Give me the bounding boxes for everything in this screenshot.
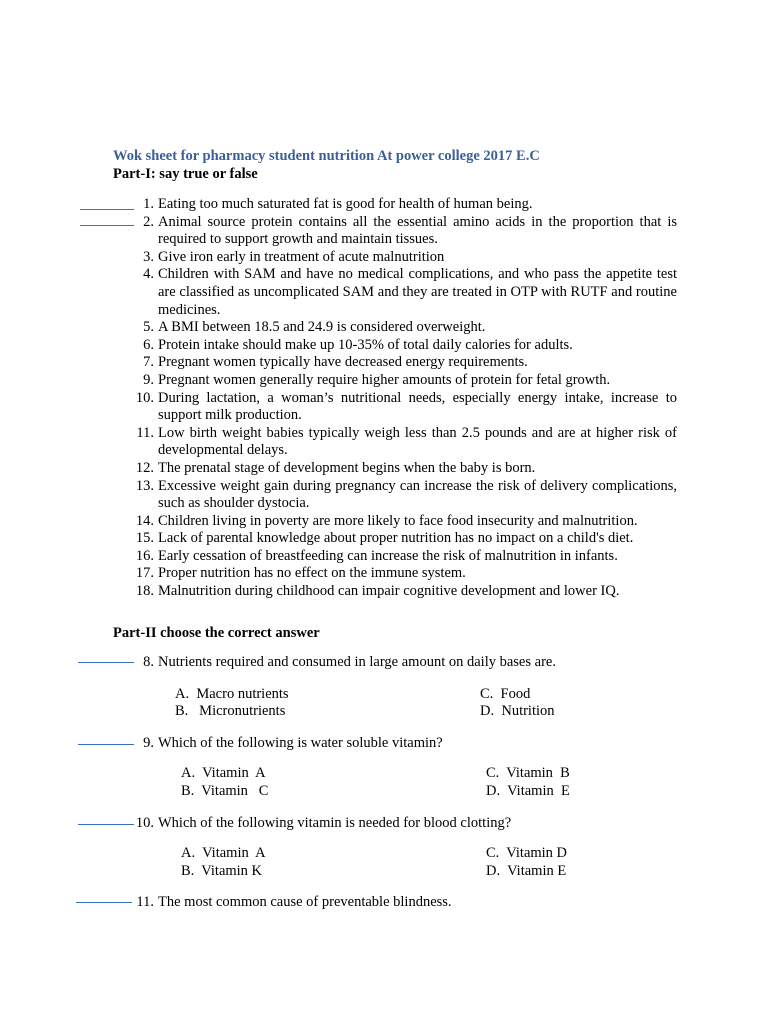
- tf-item: 9. Pregnant women generally require higher amounts of protein for fetal growth.: [143, 371, 611, 388]
- mcq-question-10: 10. Which of the following vitamin is needed for blood clotting?: [135, 815, 512, 831]
- tf-item-text: The prenatal stage of development begins when the baby is born.: [158, 459, 536, 476]
- option-a: A. Vitamin A: [181, 845, 266, 861]
- tf-item: 12. The prenatal stage of development begins when the baby is born.: [135, 459, 536, 476]
- option-a: A. Vitamin A: [181, 765, 266, 781]
- tf-item: 2. Animal source protein contains all the essential amino acids in the proportion that is required to support growth and maintain tissues.: [143, 213, 677, 248]
- option-c: C. Vitamin B: [486, 765, 570, 781]
- tf-item: 14. Children living in poverty are more likely to face food insecurity and malnutrition.: [135, 512, 638, 529]
- tf-item-text: During lactation, a woman’s nutritional needs, especially energy intake, increase to support milk production.: [158, 389, 677, 424]
- question-text: Which of the following is water soluble vitamin?: [158, 735, 443, 751]
- tf-item-text: Malnutrition during childhood can impair cognitive development and lower IQ.: [158, 583, 620, 600]
- tf-item: 6. Protein intake should make up 10-35% of total daily calories for adults.: [143, 336, 573, 353]
- tf-item-text: Excessive weight gain during pregnancy can increase the risk of delivery complications, such as shoulder dystocia.: [158, 477, 677, 512]
- tf-item: 11. Low birth weight babies typically weigh less than 2.5 pounds and are at higher risk of developmental delays.: [136, 424, 677, 459]
- option-d: D. Vitamin E: [486, 863, 567, 879]
- option-a: A. Macro nutrients: [175, 686, 289, 702]
- document-title: Wok sheet for pharmacy student nutrition At power college 2017 E.C: [113, 148, 540, 164]
- tf-item-text: Animal source protein contains all the essential amino acids in the proportion that is required to support growth and maintain tissues.: [158, 213, 677, 248]
- tf-item-text: Eating too much saturated fat is good for health of human being.: [158, 196, 533, 212]
- tf-item: 3. Give iron early in treatment of acute malnutrition: [143, 248, 445, 265]
- tf-item: 18. Malnutrition during childhood can impair cognitive development and lower IQ.: [135, 583, 620, 600]
- tf-item-text: Pregnant women typically have decreased energy requirements.: [158, 354, 528, 371]
- option-c: C. Vitamin D: [486, 845, 568, 861]
- true-false-list: [0, 196, 768, 601]
- tf-item-text: Pregnant women generally require higher amounts of protein for fetal growth.: [158, 371, 611, 388]
- tf-item-text: Give iron early in treatment of acute malnutrition: [158, 248, 445, 265]
- question-text: Nutrients required and consumed in large amount on daily bases are.: [158, 654, 556, 670]
- option-c: C. Food: [480, 686, 531, 702]
- tf-item: 16. Early cessation of breastfeeding can increase the risk of malnutrition in infants.: [135, 547, 618, 564]
- tf-item: 10. During lactation, a woman’s nutritional needs, especially energy intake, increase to support milk production.: [135, 389, 677, 424]
- part1-heading: Part-I: say true or false: [113, 166, 258, 182]
- tf-item-text: Protein intake should make up 10-35% of total daily calories for adults.: [158, 336, 573, 353]
- question-text: Which of the following vitamin is needed for blood clotting?: [158, 815, 512, 831]
- mcq-question-9: 9. Which of the following is water soluble vitamin?: [143, 735, 443, 751]
- tf-item-text: Low birth weight babies typically weigh less than 2.5 pounds and are at higher risk of developmental delays.: [158, 424, 677, 459]
- tf-item: 15. Lack of parental knowledge about proper nutrition has no impact on a child's diet.: [135, 530, 634, 547]
- tf-item: 1. Eating too much saturated fat is good for health of human being.: [143, 196, 533, 212]
- tf-item: 17. Proper nutrition has no effect on the immune system.: [135, 565, 466, 582]
- tf-item-text: Children with SAM and have no medical complications, and who pass the appetite test are classified as uncomplicated SAM and they are treated in OTP with RUTF and routine medicines.: [158, 266, 677, 318]
- tf-item-text: Children living in poverty are more likely to face food insecurity and malnutrition.: [158, 512, 638, 529]
- tf-item: 5. A BMI between 18.5 and 24.9 is considered overweight.: [143, 319, 486, 336]
- tf-item: 13. Excessive weight gain during pregnancy can increase the risk of delivery complications, such as shoulder dystocia.: [135, 477, 677, 512]
- option-b: B. Vitamin K: [181, 863, 263, 879]
- tf-item-text: Proper nutrition has no effect on the immune system.: [158, 565, 466, 582]
- question-text: The most common cause of preventable blindness.: [158, 894, 452, 910]
- part2-heading: Part-II choose the correct answer: [113, 625, 320, 641]
- tf-item-text: Early cessation of breastfeeding can increase the risk of malnutrition in infants.: [158, 547, 618, 564]
- tf-item: 4. Children with SAM and have no medical complications, and who pass the appetite test are classified as uncomplicated SAM and they are treated in OTP with RUTF and routine medicines.: [143, 266, 677, 318]
- mcq-question-11: 11. The most common cause of preventable blindness.: [136, 894, 452, 910]
- tf-item-text: Lack of parental knowledge about proper nutrition has no impact on a child's diet.: [158, 530, 634, 547]
- option-b: B. Vitamin C: [181, 783, 269, 799]
- option-d: D. Nutrition: [480, 703, 555, 719]
- mcq-question-8: 8. Nutrients required and consumed in large amount on daily bases are.: [143, 654, 556, 670]
- tf-item-text: A BMI between 18.5 and 24.9 is considered overweight.: [158, 319, 486, 336]
- option-d: D. Vitamin E: [486, 783, 570, 799]
- option-b: B. Micronutrients: [175, 703, 286, 719]
- tf-item: 7. Pregnant women typically have decreased energy requirements.: [143, 354, 528, 371]
